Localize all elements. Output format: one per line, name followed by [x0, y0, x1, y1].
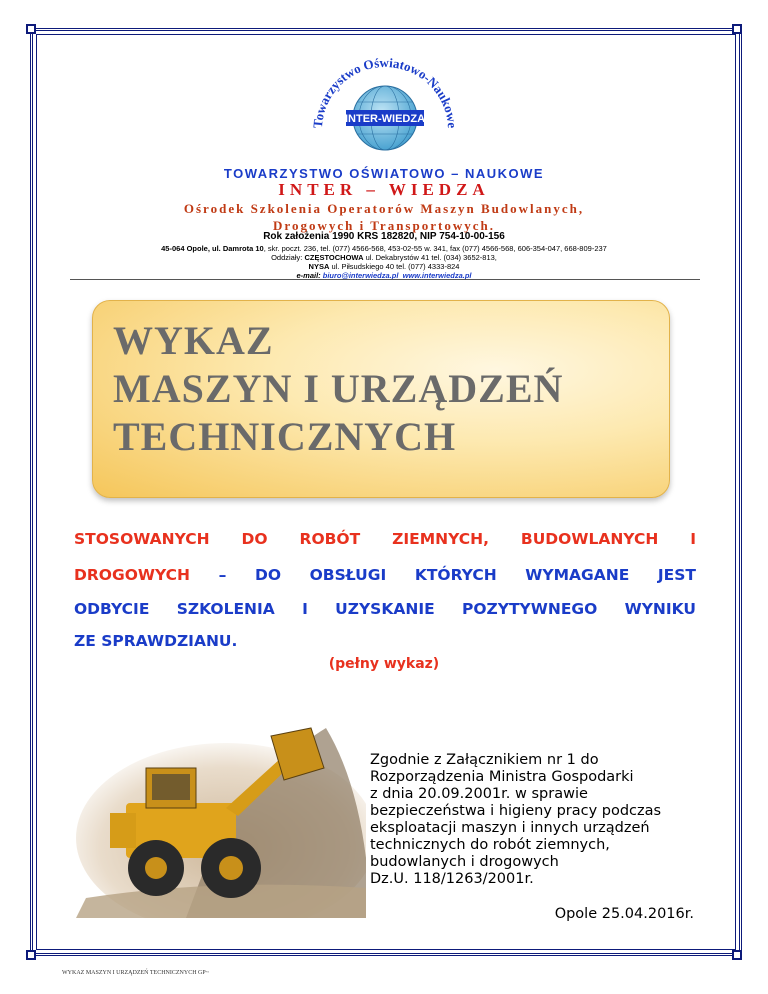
logo-banner-text: INTER-WIEDZA: [344, 113, 426, 125]
title-line3: TECHNICZNYCH: [113, 414, 457, 459]
organization-logo: [300, 52, 470, 164]
header-divider: [70, 279, 700, 280]
subtitle-line3: ODBYCIE SZKOLENIA I UZYSKANIE POZYTYWNEGO WYNIKU: [74, 600, 696, 618]
title-box: [92, 300, 670, 498]
paragraph-line: technicznych do robót ziemnych,: [370, 837, 610, 853]
paragraph-line: eksploatacji maszyn i innych urządzeń: [370, 820, 650, 836]
paragraph-line: Rozporządzenia Ministra Gospodarki: [370, 769, 634, 785]
branch-nysa: [60, 262, 708, 271]
document-date: Opole 25.04.2016r.: [554, 906, 694, 922]
full-list-note: (pełny wykaz): [328, 656, 440, 672]
legal-basis-paragraph: [370, 752, 670, 888]
frame-corner-bottom-right: [732, 950, 742, 960]
registration-info: Rok założenia 1990 KRS 182820, NIP 754-10-00-156: [263, 231, 505, 242]
paragraph-line: budowlanych i drogowych: [370, 854, 559, 870]
website-link[interactable]: www.interwiedza.pl: [402, 271, 472, 280]
org-name: INTER – WIEDZA: [278, 180, 490, 199]
branch-czestochowa: [60, 253, 708, 262]
paragraph-line: z dnia 20.09.2001r. w sprawie: [370, 786, 588, 802]
branch-nysa-details: ul. Piłsudskiego 40 tel. (077) 4333-824: [329, 262, 460, 271]
subtitle-line1: STOSOWANYCH DO ROBÓT ZIEMNYCH, BUDOWLANYCH I: [74, 530, 696, 548]
logo-arc-text: Towarzystwo Oświatowo-Naukowe: [309, 54, 461, 129]
page-footer: WYKAZ MASZYN I URZĄDZEŃ TECHNICZNYCH GP~: [62, 970, 209, 976]
branch-czestochowa-name: CZĘSTOCHOWA: [304, 253, 364, 262]
branch-czestochowa-details: ul. Dekabrystów 41 tel. (034) 3652-813,: [363, 253, 497, 262]
center-description-line1: Ośrodek Szkolenia Operatorów Maszyn Budowlanych,: [183, 201, 585, 216]
address-main: 45-064 Opole, ul. Damrota 10: [161, 244, 264, 253]
subtitle-line4: ZE SPRAWDZIANU.: [74, 632, 238, 650]
branch-nysa-name: NYSA: [308, 262, 330, 271]
title-line1: WYKAZ: [113, 318, 274, 363]
frame-corner-bottom-left: [26, 950, 36, 960]
paragraph-line: bezpieczeństwa i higieny pracy podczas: [370, 803, 662, 819]
subtitle-line2-red: DROGOWYCH: [74, 566, 190, 584]
email-link[interactable]: biuro@interwiedza.pl: [322, 271, 399, 280]
title-line2: MASZYN I URZĄDZEŃ: [113, 366, 564, 411]
center-description-line2: Drogowych i Transportowych.: [273, 218, 495, 233]
center-description: [60, 200, 708, 234]
address-details: , skr. poczt. 236, tel. (077) 4566-568, 453-02-55 w. 341, fax (077) 4566-568, 606-354-047, 668-809-237: [263, 244, 607, 253]
frame-corner-top-left: [26, 24, 36, 34]
subtitle-line2: [74, 566, 696, 584]
wheel-loader-photo: [66, 688, 366, 918]
org-title: TOWARZYSTWO OŚWIATOWO – NAUKOWE: [223, 166, 545, 181]
address-line: [60, 244, 708, 253]
email-label: e-mail:: [296, 271, 323, 280]
paragraph-line: Zgodnie z Załącznikiem nr 1 do: [370, 752, 599, 768]
frame-corner-top-right: [732, 24, 742, 34]
branches-prefix: Oddziały:: [271, 253, 305, 262]
subtitle-line2-blue: – DO OBSŁUGI KTÓRYCH WYMAGANE JEST: [190, 566, 696, 584]
paragraph-line: Dz.U. 118/1263/2001r.: [370, 871, 534, 887]
